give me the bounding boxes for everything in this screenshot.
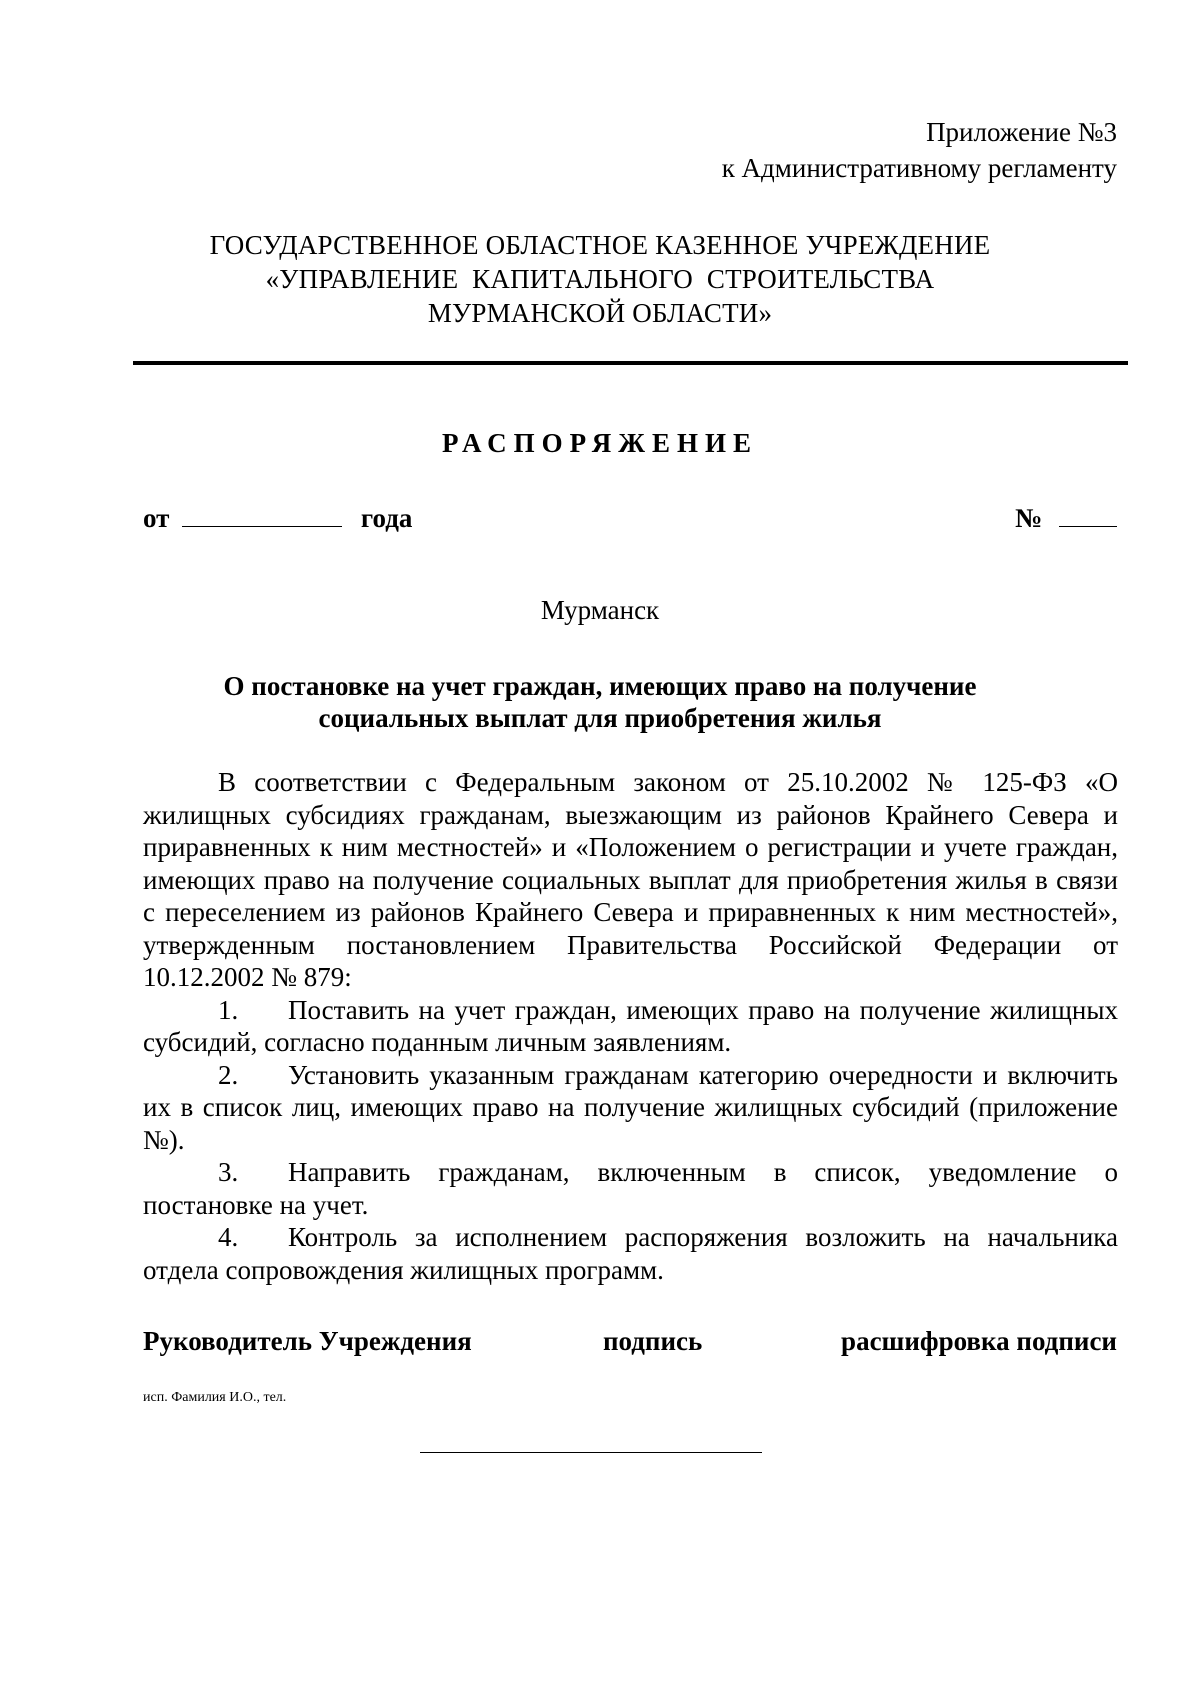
organization-line-1: ГОСУДАРСТВЕННОЕ ОБЛАСТНОЕ КАЗЕННОЕ УЧРЕЖДЕНИЕ [209,230,991,260]
signature-label: подпись [603,1326,703,1356]
item-number: 4. [218,1222,239,1252]
appendix-reference: к Административному регламенту [721,153,1117,183]
subject-line-2: социальных выплат для приобретения жилья [318,703,882,733]
list-item [143,1059,1118,1157]
item-number: 2. [218,1059,239,1090]
date-year-label: года [360,503,413,533]
document-subject [0,670,1200,734]
list-item [143,994,1118,1059]
appendix-number: Приложение №3 [926,117,1117,147]
date-blank [182,526,342,527]
number-blank [1059,526,1117,527]
item-text: Направить гражданам, включенным в список, уведомление о постановке на учет. [143,1157,1118,1220]
date-from-label: от [143,503,170,533]
appendix-note [722,114,1117,186]
header-divider [133,361,1128,365]
subject-line-1: О постановке на учет граждан, имеющих право на получение [223,671,977,701]
item-text: Установить указанным гражданам категорию очередности и включить их в список лиц, имеющих право на получение жилищных субсидий (приложение №). [143,1059,1118,1155]
document-body [143,766,1118,1286]
signature-decoding: расшифровка подписи [841,1326,1117,1356]
number-label: № [1015,503,1043,533]
bottom-divider [420,1452,762,1453]
preamble: В соответствии с Федеральным законом от 25.10.2002 № 125-ФЗ «О жилищных субсидиях гражданам, выезжающим из районов Крайнего Севера и приравненных к ним местностей» и «Положением о регистрации и учете граждан, имеющих право на получение социальных выплат для приобретения жилья в связи с переселением из районов Крайнего Севера и приравненных к ним местностей», утвержденным постановлением Правительства Российской Федерации от 10.12.2002 № 879: [143,767,1118,992]
list-item [143,1221,1118,1286]
list-item [143,1156,1118,1221]
organization-line-3: МУРМАНСКОЙ ОБЛАСТИ» [427,298,773,328]
number-field [1015,503,1117,534]
item-number: 3. [218,1157,239,1187]
item-text: Контроль за исполнением распоряжения возложить на начальника отдела сопровождения жилищных программ. [143,1222,1118,1285]
executor-info: исп. Фамилия И.О., тел. [143,1390,287,1405]
city: Мурманск [540,595,660,625]
item-number: 1. [218,994,239,1025]
organization-header [0,228,1200,330]
date-field [143,503,412,534]
signature-position: Руководитель Учреждения [143,1326,472,1356]
item-text: Поставить на учет граждан, имеющих право на получение жилищных субсидий, согласно поданным личным заявлениям. [143,994,1118,1057]
organization-line-2: «УПРАВЛЕНИЕ КАПИТАЛЬНОГО СТРОИТЕЛЬСТВА [265,264,935,294]
document-type: РАСПОРЯЖЕНИЕ [441,428,759,458]
